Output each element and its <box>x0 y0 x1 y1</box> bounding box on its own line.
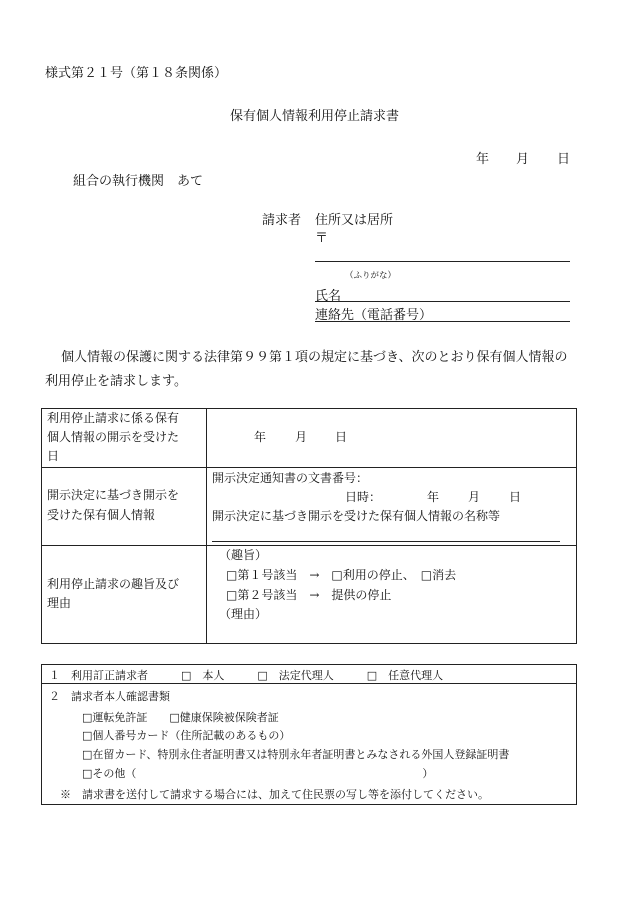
date-day-label: 日 <box>557 152 571 167</box>
disclosure-date-label: 利用停止請求に係る保有 <box>47 411 180 425</box>
form-number: 様式第２１号（第１８条関係） <box>45 66 228 81</box>
notice-datetime-label: 日時： <box>345 490 382 504</box>
contact-line <box>315 321 570 322</box>
identity-document-item: □個人番号カード（住所記載のあるもの） <box>82 729 291 742</box>
purpose-reason-label: 利用停止請求の趣旨及び <box>47 577 180 591</box>
identity-document-item: □その他（ ） <box>82 767 434 780</box>
date-month-label: 月 <box>516 152 530 167</box>
identity-document-item: □運転免許証 □健康保険被保険者証 <box>82 711 279 724</box>
disclosure-date-label: 個人情報の開示を受けた <box>47 430 180 444</box>
disclosed-info-name-line <box>212 541 560 542</box>
table-row-divider <box>41 467 577 468</box>
disclosure-day: 日 <box>335 430 348 444</box>
notice-year: 年 <box>427 490 440 504</box>
postal-mark: 〒 <box>315 231 329 246</box>
disclosed-info-label: 受けた保有個人情報 <box>47 508 156 522</box>
purpose-option-1: □第１号該当 → □利用の停止、 □消去 <box>226 568 457 582</box>
table-row-divider <box>41 545 577 546</box>
notice-document-number: 開示決定通知書の文書番号： <box>212 471 369 485</box>
disclosure-year: 年 <box>254 430 267 444</box>
disclosed-info-name: 開示決定に基づき開示を受けた保有個人情報の名称等 <box>212 509 501 523</box>
addressee: 組合の執行機関 あて <box>73 174 204 189</box>
intro-line-2: 利用停止を請求します。 <box>45 374 187 389</box>
mailing-note: ※ 請求書を送付して請求する場合には、加えて住民票の写し等を添付してください。 <box>60 788 489 801</box>
date-year-label: 年 <box>476 152 490 167</box>
disclosure-date-label: 日 <box>47 449 60 463</box>
notice-day: 日 <box>509 490 522 504</box>
table-column-divider <box>206 408 207 644</box>
requester-label: 請求者 <box>262 213 302 228</box>
name-line <box>315 301 570 302</box>
purpose-heading: （趣旨） <box>219 548 268 562</box>
identity-document-item: □在留カード、特別永住者証明書又は特別永年者証明書とみなされる外国人登録証明書 <box>82 748 510 761</box>
address-label: 住所又は居所 <box>315 213 394 228</box>
purpose-option-2: □第２号該当 → 提供の停止 <box>226 588 392 602</box>
requester-type-row: １ 利用訂正請求者 □ 本人 □ 法定代理人 □ 任意代理人 <box>49 669 444 682</box>
address-line <box>315 261 570 262</box>
purpose-reason-label: 理由 <box>47 596 72 610</box>
name-label: 氏名 <box>315 289 342 304</box>
disclosed-info-label: 開示決定に基づき開示を <box>47 488 180 502</box>
contact-label: 連絡先（電話番号） <box>315 308 433 323</box>
identity-documents-heading: ２ 請求者本人確認書類 <box>49 690 170 703</box>
disclosure-month: 月 <box>295 430 308 444</box>
intro-line-1: 個人情報の保護に関する法律第９９第１項の規定に基づき、次のとおり保有個人情報の <box>61 350 568 365</box>
furigana-label: （ふりがな） <box>345 271 397 281</box>
notice-month: 月 <box>468 490 481 504</box>
page-title: 保有個人情報利用停止請求書 <box>230 109 400 124</box>
identity-table-divider <box>41 683 577 684</box>
reason-heading: （理由） <box>219 607 268 621</box>
